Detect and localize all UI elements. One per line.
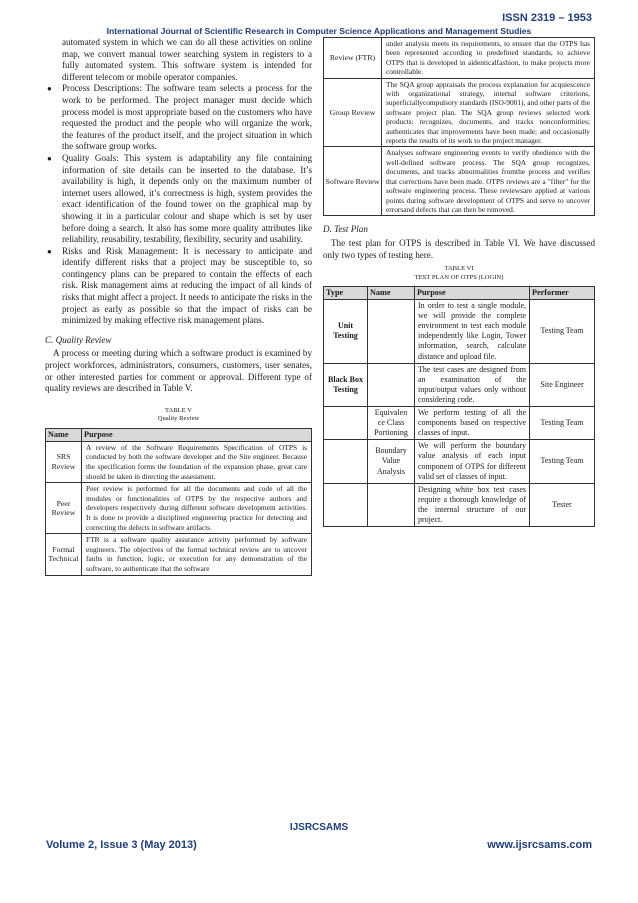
- bullet-icon: ●: [47, 153, 52, 163]
- row-name: [368, 483, 415, 526]
- table-row: [324, 483, 595, 526]
- row-purpose: The test cases are designed from an examination of the input/output values only without considering code.: [415, 363, 530, 406]
- row-purpose: Designing white box test cases require a thorough knowledge of the internal structure of our project.: [415, 483, 530, 526]
- row-purpose: The SQA group appraisals the process explanation for acquiescence with organizational strategy, internal software criterions, superficiallycompulsory standards (ISO-9001), and other parts of the software project plan. The SQA group reviews selected work products: recognizes, documents, and tracks nonconformities; authenticates that improvements have been made; and occasionally reports the results of its work to the project manager.: [382, 78, 595, 147]
- table-header-row: [46, 428, 312, 441]
- section-c-heading: C. Quality Review: [45, 334, 112, 345]
- table-row: [46, 534, 312, 575]
- table-quality-review-continued: [323, 37, 595, 216]
- section-c-text: A process or meeting during which a software product is examined by project workforces, administrators, consumers, customers, user senates, or other interested parties for comment or approval. Different type of quality reviews are described in Table V.: [45, 348, 312, 394]
- bullet-quality-goals: ● Quality Goals: This system is adaptability any file containing information of site details can be inserted to the database. It’s availability is high, it depends only on the maximum number of internet users allowed, it’s correctness is high, system provides the exact identification of the found tower on the graphical map by showing it in a particular colour and shape which is set by user before doing a search. It also has some more quality attributes like reliability, reusability, testability, flexibility, security and usability.: [47, 152, 312, 245]
- table-row: [324, 78, 595, 147]
- bullet-list: [45, 83, 312, 326]
- row-purpose: A review of the Software Requirements Specification of OTPS is conducted by both the software developer and the Site engineer. Because the specification forms the foundation of the expansion phase, great care should be taken in directing the assessment.: [82, 441, 312, 482]
- table5-subtitle: Quality Review: [157, 415, 200, 423]
- row-name: SRS Review: [46, 441, 82, 482]
- issn-label: ISSN 2319 – 1953: [502, 12, 592, 24]
- column-header-purpose: Purpose: [415, 287, 530, 300]
- column-header-purpose: Purpose: [82, 428, 312, 441]
- table6-subtitle: TEST PLAN OF OTPS (LOGIN): [414, 273, 504, 281]
- row-type: [324, 407, 368, 440]
- row-purpose: In order to test a single module, we will provide the complete environment to test each module independently like Login, Tower information, search, calculate distance and upload file.: [415, 300, 530, 364]
- row-performer: Testing Team: [530, 300, 595, 364]
- continuation-text: automated system in which we can do all these activities on online map, we convert manual tower searching system in registers to a fully automated system. This software system is intended for different telecom or mobile operator companies.: [62, 37, 312, 82]
- table-row: [324, 440, 595, 483]
- row-name: Review (FTR): [324, 38, 382, 79]
- row-performer: Tester: [530, 483, 595, 526]
- column-header-performer: Performer: [530, 287, 595, 300]
- row-name: Equivalen ce Class Portioning: [368, 407, 415, 440]
- row-type: Black Box Testing: [324, 363, 368, 406]
- table-row: [324, 407, 595, 440]
- footer-website: www.ijsrcsams.com: [487, 839, 592, 851]
- table-row: [324, 38, 595, 79]
- section-d-heading: D. Test Plan: [323, 224, 368, 235]
- table-test-plan: [323, 286, 595, 527]
- row-name: Peer Review: [46, 483, 82, 534]
- column-header-name: Name: [368, 287, 415, 300]
- row-name: [368, 300, 415, 364]
- row-purpose: under analysis meets its requirements, to ensure that the OTPS has been represented according to predefined standards, to achieve OTPS that is developed in aidenticalfashion, to make projects more controllable.: [382, 38, 595, 79]
- row-type: Unit Testing: [324, 300, 368, 364]
- row-performer: Testing Team: [530, 440, 595, 483]
- row-name: Group Review: [324, 78, 382, 147]
- table-row: [46, 441, 312, 482]
- row-purpose: Peer review is performed for all the documents and code of all the modules or functionalities of OTPS by the respective authors and developers respectively during different software development activities. It is done to provide a disciplined engineering practice for detecting and correcting the defects in software artifacts.: [82, 483, 312, 534]
- row-name: Formal Technical: [46, 534, 82, 575]
- row-name: Software Review: [324, 147, 382, 216]
- table-row: [324, 300, 595, 364]
- column-header-type: Type: [324, 287, 368, 300]
- right-column: [323, 37, 595, 527]
- row-name: Boundary Value Analysis: [368, 440, 415, 483]
- section-d-text: The test plan for OTPS is described in Table VI. We have discussed only two types of testing here.: [323, 237, 595, 260]
- row-purpose: We will perform the boundary value analysis of each input component of OTPS for different valid set of classes of input.: [415, 440, 530, 483]
- table-row: [46, 483, 312, 534]
- bullet-icon: ●: [47, 246, 52, 256]
- journal-title: International Journal of Scientific Research in Computer Science Applications and Management Studies: [106, 26, 532, 36]
- footer-journal-abbrev: IJSRCSAMS: [289, 822, 349, 833]
- row-purpose: FTR is a software quality assurance activity performed by software engineers. The objectives of the formal technical review are to uncover faults in function, logic, or execution for any demonstration of the software, to authenticate that the software: [82, 534, 312, 575]
- footer-volume: Volume 2, Issue 3 (May 2013): [46, 839, 197, 851]
- bullet-risks: ● Risks and Risk Management: It is necessary to anticipate and identify different risks that a project may be susceptible to, so contingency plans can be prepared to contain the effects of each risk. Risk management aims at reducing the impact of all kinds of risks that might affect a project. It needs to anticipate the risks in the project as early as possible so that the impact of risks can be minimized by making effective risk management plans.: [47, 245, 312, 326]
- table-row: [324, 147, 595, 216]
- row-purpose: We perform testing of all the components based on respective classes of input.: [415, 407, 530, 440]
- row-performer: Testing Team: [530, 407, 595, 440]
- column-header-name: Name: [46, 428, 82, 441]
- left-column: [45, 37, 312, 576]
- table-row: [324, 363, 595, 406]
- table6-caption: TABLE VI: [444, 265, 474, 273]
- table-header-row: [324, 287, 595, 300]
- row-name: [368, 363, 415, 406]
- table-quality-review: [45, 428, 312, 576]
- row-type: [324, 440, 368, 483]
- row-purpose: Analyses software engineering events to verify obedience with the well-defined software process. The SQA group recognizes, documents, and tracks abnormalities fromthe process and verifies that corrections have been made. OTPS reviews are a "filter" for the software engineering process. These reviewsare applied at various points during software development of OTPS and serve to uncover errorsand defects that can then be removed.: [382, 147, 595, 216]
- row-type: [324, 483, 368, 526]
- row-performer: Site Engineer: [530, 363, 595, 406]
- table5-caption: TABLE V: [164, 406, 192, 414]
- bullet-icon: ●: [47, 84, 52, 94]
- bullet-process-descriptions: ● Process Descriptions: The software team selects a process for the work to be performed. The project manager must decide which process model is most appropriate based on the customers who have requested the product and the people who will organize the work, the features of the product itself, and the project situation in which the software group works.: [47, 83, 312, 152]
